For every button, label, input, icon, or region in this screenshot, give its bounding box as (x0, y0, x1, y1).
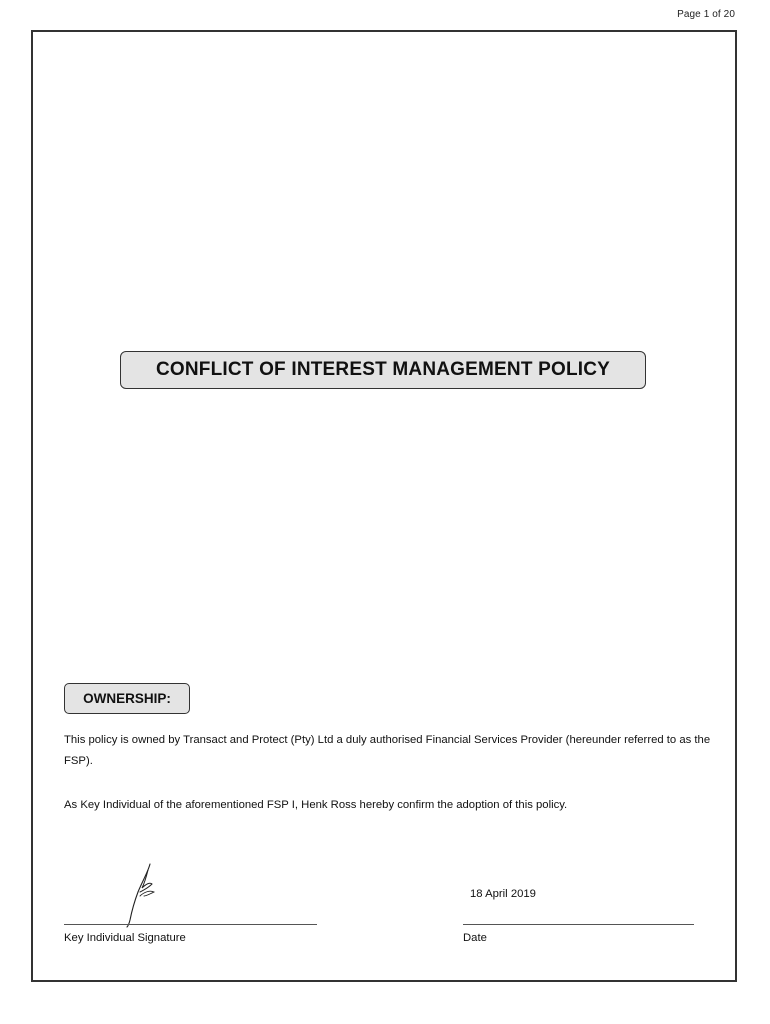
handwritten-signature (118, 862, 168, 928)
ownership-heading: OWNERSHIP: (64, 683, 190, 714)
signature-line (64, 924, 317, 925)
document-title: CONFLICT OF INTEREST MANAGEMENT POLICY (120, 351, 646, 389)
date-line (463, 924, 694, 925)
signature-caption: Key Individual Signature (64, 932, 186, 944)
date-value: 18 April 2019 (470, 888, 536, 900)
confirmation-paragraph: As Key Individual of the aforementioned FSP I, Henk Ross hereby confirm the adoption of this policy. (64, 799, 568, 811)
page-frame (31, 30, 737, 982)
page-number: Page 1 of 20 (677, 9, 735, 20)
date-caption: Date (463, 932, 487, 944)
ownership-paragraph: This policy is owned by Transact and Protect (Pty) Ltd a duly authorised Financial Services Provider (hereunder referred to as the FSP). (64, 734, 711, 767)
